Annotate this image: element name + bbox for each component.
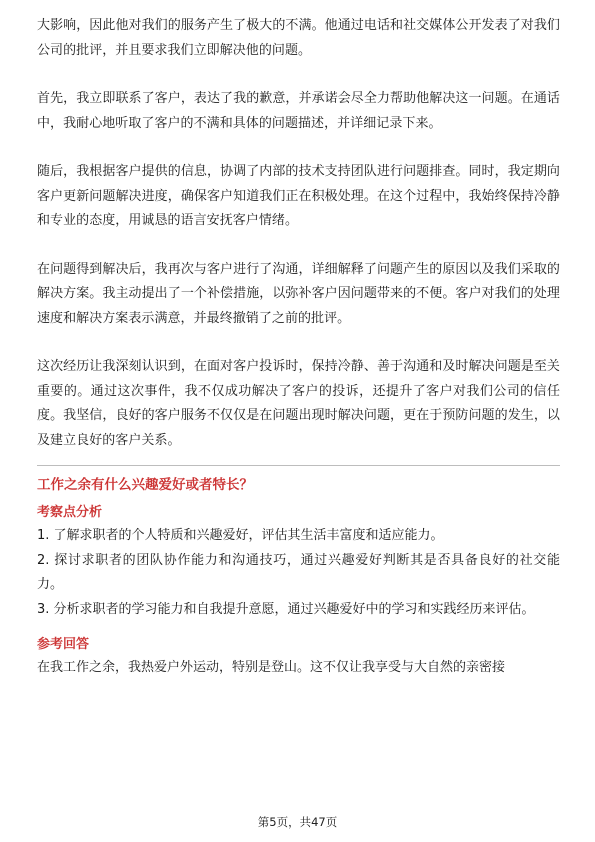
analysis-item: 3. 分析求职者的学习能力和自我提升意愿，通过兴趣爱好中的学习和实践经历来评估。	[37, 601, 535, 617]
interview-question: 工作之余有什么兴趣爱好或者特长？	[37, 477, 253, 493]
paragraph-reflection: 这次经历让我深刻认识到，在面对客户投诉时，保持冷静、善于沟通和及时解决问题是至关重要的。通过这次事件，我不仅成功解决了客户的投诉，还提升了客户对我们公司的信任度。我坚信，良好的客户服务不仅仅是在问题出现时解决问题，更在于预防问题的发生，以及建立良好的客户关系。	[37, 359, 560, 448]
document-page	[37, 14, 560, 681]
answer-heading: 参考回答	[37, 637, 90, 652]
page-footer: 第5页，共47页	[257, 815, 338, 829]
analysis-item: 1. 了解求职者的个人特质和兴趣爱好，评估其生活丰富度和适应能力。	[37, 528, 444, 543]
analysis-heading: 考察点分析	[37, 505, 103, 520]
section-divider	[37, 465, 560, 466]
paragraph-follow-up: 随后，我根据客户提供的信息，协调了内部的技术支持团队进行问题排查。同时，我定期向客户更新问题解决进度，确保客户知道我们正在积极处理。在这个过程中，我始终保持冷静和专业的态度，用诚恳的语言安抚客户情绪。	[37, 164, 560, 228]
paragraph-resolution: 在问题得到解决后，我再次与客户进行了沟通，详细解释了问题产生的原因以及我们采取的解决方案。我主动提出了一个补偿措施，以弥补客户因问题带来的不便。客户对我们的处理速度和解决方案表示满意，并最终撤销了之前的批评。	[37, 261, 560, 326]
analysis-item: 2. 探讨求职者的团队协作能力和沟通技巧，通过兴趣爱好判断其是否具备良好的社交能力。	[37, 552, 560, 592]
paragraph-intro-continued: 大影响，因此他对我们的服务产生了极大的不满。他通过电话和社交媒体公开发表了对我们公司的批评，并且要求我们立即解决他的问题。	[37, 18, 560, 58]
answer-text: 在我工作之余，我热爱户外运动，特别是登山。这不仅让我享受与大自然的亲密接	[37, 660, 506, 675]
paragraph-first-action: 首先，我立即联系了客户，表达了我的歉意，并承诺会尽全力帮助他解决这一问题。在通话中，我耐心地听取了客户的不满和具体的问题描述，并详细记录下来。	[37, 91, 560, 131]
